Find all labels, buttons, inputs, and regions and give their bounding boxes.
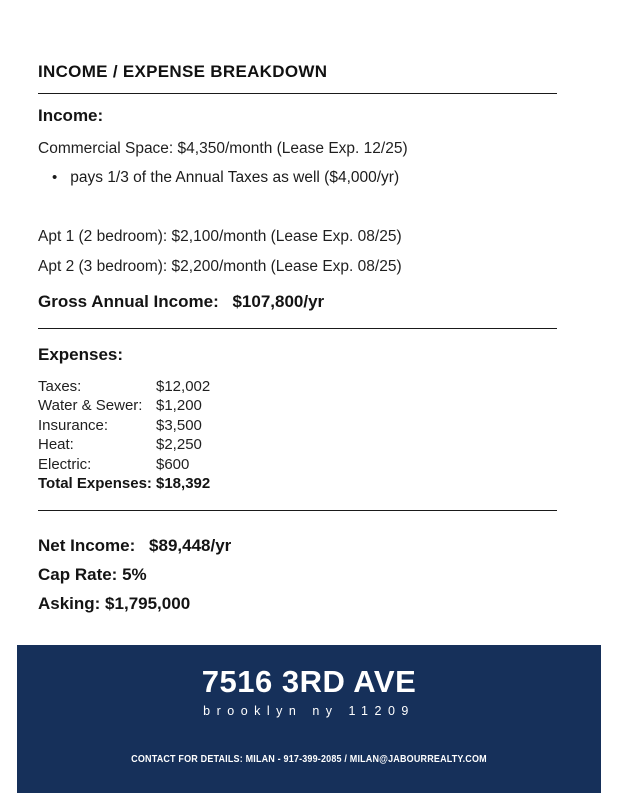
- table-row: [38, 455, 520, 474]
- expense-value: $1,200: [156, 397, 202, 415]
- divider-middle: [38, 328, 557, 329]
- table-row: [38, 396, 520, 415]
- expense-value: $600: [156, 455, 190, 473]
- tax-note-text: pays 1/3 of the Annual Taxes as well ($4,000/yr): [70, 169, 400, 186]
- gross-annual-income-value: $107,800/yr: [232, 292, 325, 311]
- expense-value: $3,500: [156, 416, 202, 434]
- table-row: [38, 377, 520, 396]
- expense-label: Heat:: [38, 436, 74, 454]
- total-expenses-label: Total Expenses:: [38, 475, 152, 493]
- expense-value: $2,250: [156, 436, 202, 454]
- footer-banner: [17, 645, 601, 793]
- apt1-line: Apt 1 (2 bedroom): $2,100/month (Lease Exp. 08/25): [38, 228, 402, 245]
- gross-annual-income-line: [38, 291, 520, 313]
- divider-bottom: [38, 510, 557, 511]
- total-expenses-row: [38, 474, 520, 493]
- page-title: INCOME / EXPENSE BREAKDOWN: [38, 62, 328, 81]
- expense-label: Taxes:: [38, 378, 82, 395]
- table-row: [38, 435, 520, 454]
- property-city-zip: brooklyn ny 11209: [203, 704, 415, 718]
- net-income-line: [38, 535, 520, 557]
- gross-annual-income-label: Gross Annual Income:: [38, 292, 219, 311]
- divider-top: [38, 93, 557, 94]
- cap-rate-line: Cap Rate: 5%: [38, 565, 147, 585]
- expense-label: Water & Sewer:: [38, 397, 143, 415]
- expense-value: $12,002: [156, 378, 211, 395]
- expense-label: Electric:: [38, 455, 92, 473]
- table-row: [38, 416, 520, 435]
- total-expenses-value: $18,392: [156, 475, 211, 493]
- bullet-icon: •: [52, 169, 58, 186]
- expense-table: [38, 377, 520, 493]
- income-section-heading: Income:: [38, 106, 104, 125]
- commercial-space-line: Commercial Space: $4,350/month (Lease Exp. 12/25): [38, 140, 408, 157]
- expenses-section-heading: Expenses:: [38, 345, 124, 364]
- contact-details-line: CONTACT FOR DETAILS: MILAN - 917-399-2085 / MILAN@JABOURREALTY.COM: [131, 754, 487, 765]
- tax-note-bullet-line: [38, 168, 520, 188]
- expense-label: Insurance:: [38, 416, 109, 434]
- property-address: 7516 3RD AVE: [201, 664, 417, 699]
- net-income-value: $89,448/yr: [149, 536, 232, 556]
- net-income-label: Net Income:: [38, 536, 136, 556]
- apt2-line: Apt 2 (3 bedroom): $2,200/month (Lease Exp. 08/25): [38, 258, 402, 275]
- asking-price-line: Asking: $1,795,000: [38, 594, 191, 614]
